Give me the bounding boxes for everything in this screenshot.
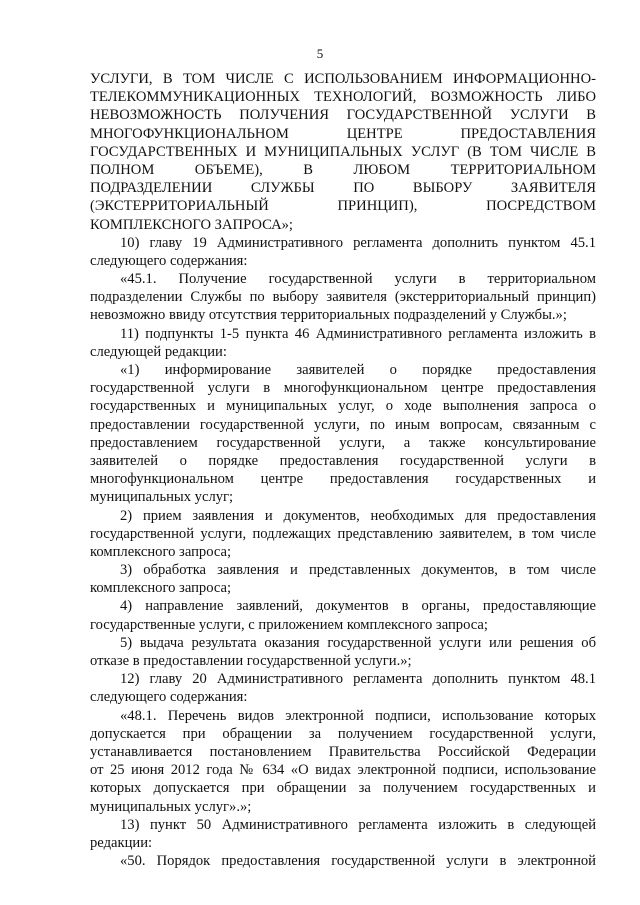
- text-line: «1) информирование заявителей о порядке предоставления: [120, 362, 596, 378]
- document-body: [90, 70, 596, 870]
- text-line: следующей редакции:: [90, 343, 227, 360]
- text-line: следующего содержания:: [90, 252, 248, 269]
- text-line: 12) главу 20 Административного регламента дополнить пунктом 48.1: [120, 671, 596, 688]
- text-line: невозможно ввиду отсутствия территориальных подразделений у Службы.»;: [90, 307, 567, 324]
- text-line: многофункциональном центре предоставления государственных и: [90, 471, 596, 488]
- text-line: подразделении Службы по выбору заявителя (экстерриториальный принцип): [90, 289, 596, 306]
- text-line: ГОСУДАРСТВЕННЫХ И МУНИЦИПАЛЬНЫХ УСЛУГ (В ТОМ ЧИСЛЕ В: [90, 143, 596, 160]
- text-line: государственной услуги, подлежащих представлению заявителем, в том числе: [90, 525, 596, 542]
- text-line: отказе в предоставлении государственной услуги.»;: [90, 653, 412, 669]
- text-line: допускается при обращении за получением государственной услуги,: [90, 725, 596, 742]
- text-line: комплексного запроса;: [90, 543, 232, 560]
- text-line: государственных и муниципальных услуг, о ходе выполнения запроса о: [90, 398, 596, 415]
- text-line: заявителей о порядке предоставления государственной услуги в: [90, 452, 596, 469]
- text-line: ТЕЛЕКОММУНИКАЦИОННЫХ ТЕХНОЛОГИЙ, ВОЗМОЖНОСТЬ ЛИБО: [90, 89, 596, 106]
- text-line: 3) обработка заявления и представленных документов, в том числе: [120, 562, 596, 579]
- text-line: муниципальных услуг;: [90, 489, 234, 506]
- text-line: 13) пункт 50 Административного регламента изложить в следующей: [120, 816, 596, 833]
- text-line: 2) прием заявления и документов, необходимых для предоставления: [120, 507, 596, 524]
- page-number: 5: [316, 46, 324, 61]
- text-line: предоставлении государственной услуги, по иным вопросам, связанным с: [90, 416, 596, 433]
- text-line: КОМПЛЕКСНОГО ЗАПРОСА»;: [90, 216, 293, 233]
- text-line: следующего содержания:: [90, 689, 248, 706]
- text-line: «45.1. Получение государственной услуги в территориальном: [120, 271, 596, 288]
- text-line: устанавливается постановлением Правительства Российской Федерации: [90, 743, 596, 760]
- text-line: 4) направление заявлений, документов в органы, предоставляющие: [120, 598, 596, 615]
- text-line: комплексного запроса;: [90, 580, 232, 597]
- text-line: ПОЛНОМ ОБЪЕМЕ), В ЛЮБОМ ТЕРРИТОРИАЛЬНОМ: [90, 161, 596, 178]
- text-line: НЕВОЗМОЖНОСТЬ ПОЛУЧЕНИЯ ГОСУДАРСТВЕННОЙ УСЛУГИ В: [90, 107, 596, 124]
- text-line: предоставлением государственной услуги, а также консультирование: [90, 434, 596, 451]
- text-line: МНОГОФУНКЦИОНАЛЬНОМ ЦЕНТРЕ ПРЕДОСТАВЛЕНИЯ: [90, 125, 596, 142]
- text-line: 5) выдача результата оказания государственной услуги или решения об: [120, 634, 596, 651]
- text-line: государственные услуги, с приложением комплексного запроса;: [90, 616, 488, 633]
- text-line: «48.1. Перечень видов электронной подписи, использование которых: [120, 707, 596, 724]
- text-line: «50. Порядок предоставления государственной услуги в электронной: [120, 853, 596, 870]
- text-line: редакции:: [90, 834, 153, 851]
- text-line: УСЛУГИ, В ТОМ ЧИСЛЕ С ИСПОЛЬЗОВАНИЕМ ИНФОРМАЦИОННО-: [90, 71, 596, 87]
- text-line: 11) подпункты 1-5 пункта 46 Административного регламента изложить в: [120, 325, 596, 342]
- text-line: 10) главу 19 Административного регламента дополнить пунктом 45.1: [120, 234, 596, 251]
- text-line: государственной услуги в многофункциональном центре предоставления: [90, 380, 596, 397]
- text-line: которых допускается при обращении за получением государственных и: [90, 780, 596, 797]
- text-line: (ЭКСТЕРРИТОРИАЛЬНЫЙ ПРИНЦИП), ПОСРЕДСТВОМ: [90, 198, 596, 215]
- text-line: от 25 июня 2012 года № 634 «О видах электронной подписи, использование: [90, 762, 596, 779]
- text-line: ПОДРАЗДЕЛЕНИИ СЛУЖБЫ ПО ВЫБОРУ ЗАЯВИТЕЛЯ: [90, 180, 596, 197]
- text-line: муниципальных услуг».»;: [90, 798, 252, 815]
